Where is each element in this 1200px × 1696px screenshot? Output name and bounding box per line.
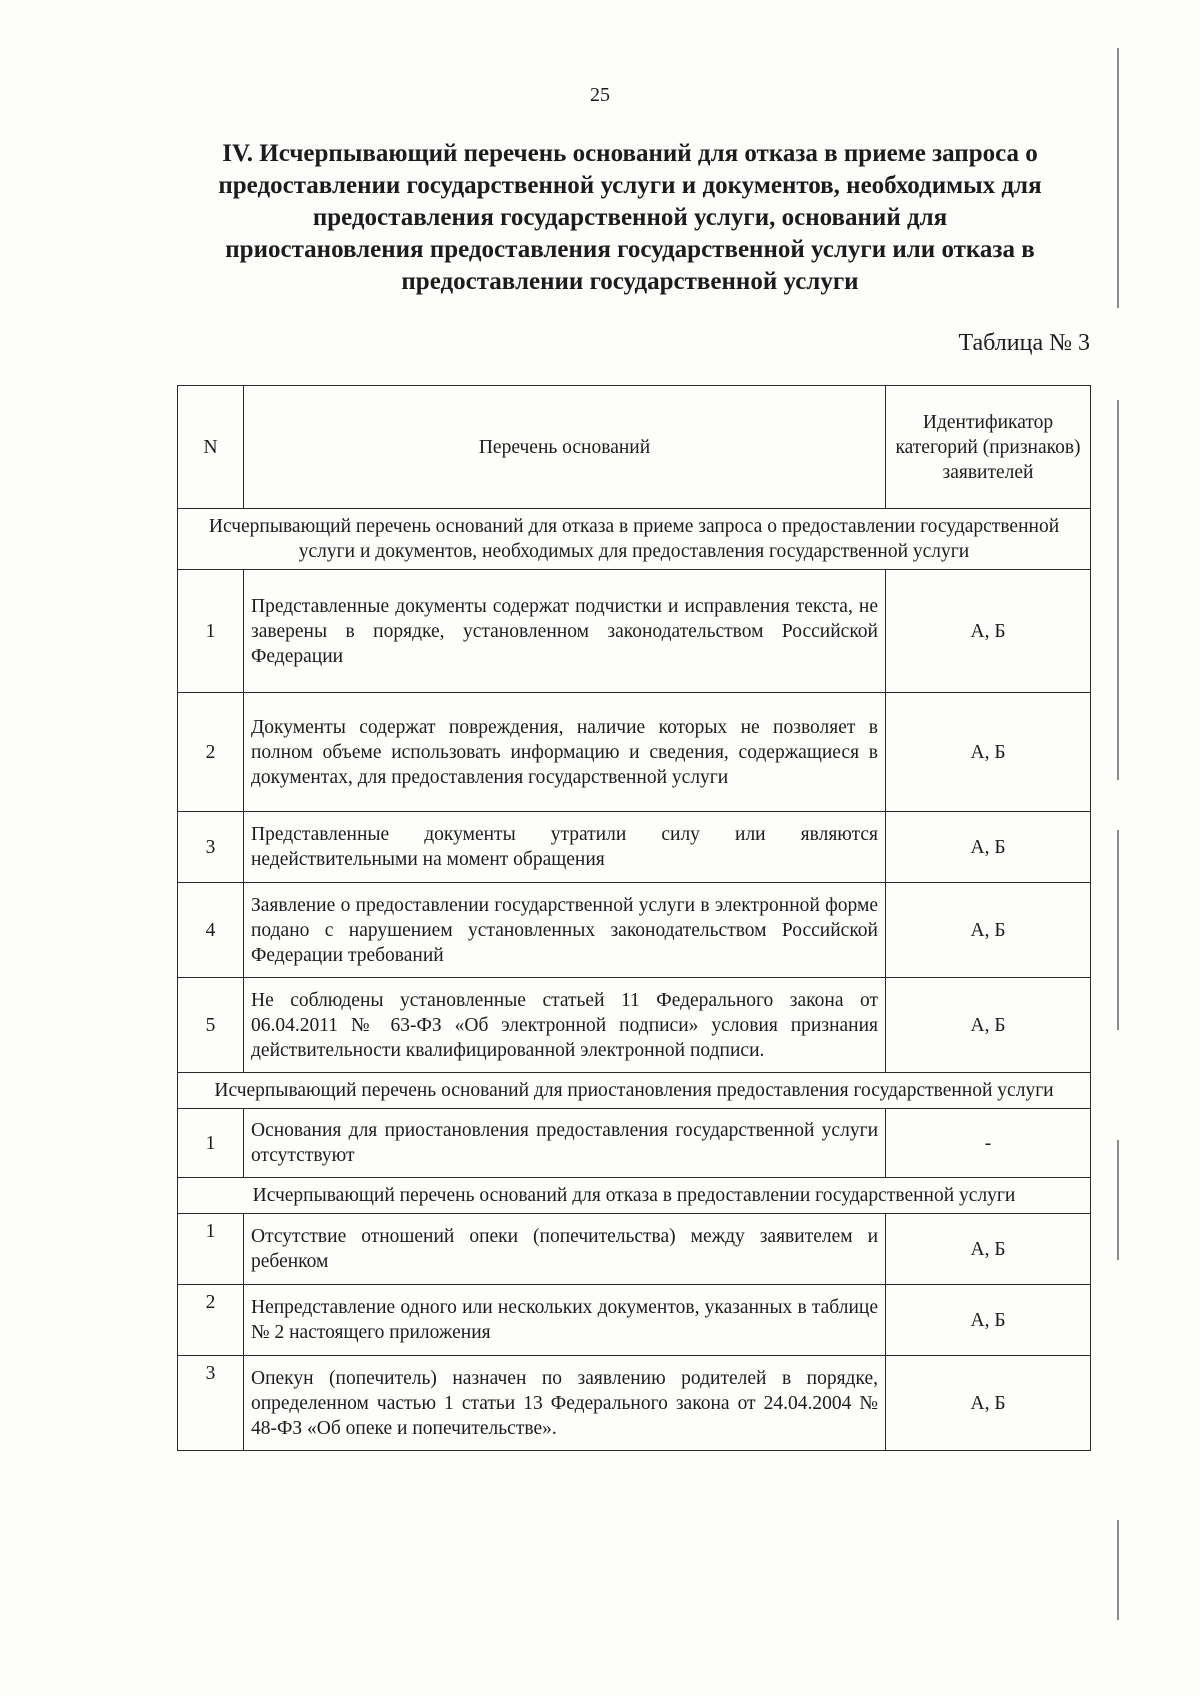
table-row <box>178 1109 1091 1178</box>
table-row <box>178 978 1091 1073</box>
row-identifier: А, Б <box>886 693 1091 812</box>
section-row <box>178 509 1091 570</box>
row-identifier: А, Б <box>886 978 1091 1073</box>
table-row <box>178 1285 1091 1356</box>
table-caption: Таблица № 3 <box>958 330 1090 356</box>
scan-margin-line <box>1117 1520 1119 1620</box>
row-text: Не соблюдены установленные статьей 11 Федерального закона от 06.04.2011 № 63-ФЗ «Об электронной подписи» условия признания действительности квалифицированной электронной подписи. <box>244 978 886 1073</box>
row-text: Представленные документы содержат подчистки и исправления текста, не заверены в порядке, установленном законодательством Российской Федерации <box>244 570 886 693</box>
row-text: Заявление о предоставлении государственной услуги в электронной форме подано с нарушением установленных законодательством Российской Федерации требований <box>244 883 886 978</box>
row-number: 3 <box>178 1356 244 1451</box>
row-identifier: А, Б <box>886 1356 1091 1451</box>
scan-margin-line <box>1117 830 1119 1030</box>
grounds-table <box>177 385 1091 1451</box>
section-row <box>178 1073 1091 1109</box>
row-text: Представленные документы утратили силу или являются недействительными на момент обращения <box>244 812 886 883</box>
row-identifier: А, Б <box>886 1214 1091 1285</box>
header-n: N <box>178 386 244 509</box>
row-number: 2 <box>178 1285 244 1356</box>
row-identifier: А, Б <box>886 883 1091 978</box>
row-text: Опекун (попечитель) назначен по заявлению родителей в порядке, определенном частью 1 статьи 13 Федерального закона от 24.04.2004 № 48-ФЗ «Об опеке и попечительстве». <box>244 1356 886 1451</box>
heading-line: предоставлении государственной услуги <box>401 268 859 295</box>
row-identifier: А, Б <box>886 1285 1091 1356</box>
row-number: 4 <box>178 883 244 978</box>
heading-line: предоставлении государственной услуги и документов, необходимых для <box>218 172 1042 199</box>
scan-margin-line <box>1117 1140 1119 1260</box>
row-identifier: А, Б <box>886 812 1091 883</box>
row-number: 5 <box>178 978 244 1073</box>
row-text: Документы содержат повреждения, наличие которых не позволяет в полном объеме использовать информацию и сведения, содержащиеся в документах, для предоставления государственной услуги <box>244 693 886 812</box>
row-number: 1 <box>178 1109 244 1178</box>
row-number: 1 <box>178 1214 244 1285</box>
heading-line: предоставления государственной услуги, оснований для <box>312 204 948 231</box>
row-text: Отсутствие отношений опеки (попечительства) между заявителем и ребенком <box>244 1214 886 1285</box>
row-identifier: - <box>886 1109 1091 1178</box>
header-grounds: Перечень оснований <box>244 386 886 509</box>
row-number: 1 <box>178 570 244 693</box>
section-title-suspension: Исчерпывающий перечень оснований для приостановления предоставления государственной услуги <box>178 1073 1091 1109</box>
table-row <box>178 1356 1091 1451</box>
row-text: Непредставление одного или нескольких документов, указанных в таблице № 2 настоящего приложения <box>244 1285 886 1356</box>
table-row <box>178 1214 1091 1285</box>
header-identifier: Идентификатор категорий (признаков) заявителей <box>886 386 1091 509</box>
table-row <box>178 570 1091 693</box>
table-row <box>178 812 1091 883</box>
scan-margin-line <box>1117 400 1119 780</box>
section-heading <box>150 138 1110 298</box>
page-number: 25 <box>590 84 610 106</box>
heading-line: IV. Исчерпывающий перечень оснований для отказа в приеме запроса о <box>222 140 1038 167</box>
table-row <box>178 693 1091 812</box>
scan-margin-line <box>1117 48 1119 308</box>
heading-line: приостановления предоставления государственной услуги или отказа в <box>225 236 1035 263</box>
section-row <box>178 1178 1091 1214</box>
row-identifier: А, Б <box>886 570 1091 693</box>
row-text: Основания для приостановления предоставления государственной услуги отсутствуют <box>244 1109 886 1178</box>
row-number: 2 <box>178 693 244 812</box>
table-header-row <box>178 386 1091 509</box>
section-title-refusal-acceptance: Исчерпывающий перечень оснований для отказа в приеме запроса о предоставлении государственной услуги и документов, необходимых для предоставления государственной услуги <box>178 509 1091 570</box>
section-title-refusal-service: Исчерпывающий перечень оснований для отказа в предоставлении государственной услуги <box>178 1178 1091 1214</box>
table-row <box>178 883 1091 978</box>
row-number: 3 <box>178 812 244 883</box>
